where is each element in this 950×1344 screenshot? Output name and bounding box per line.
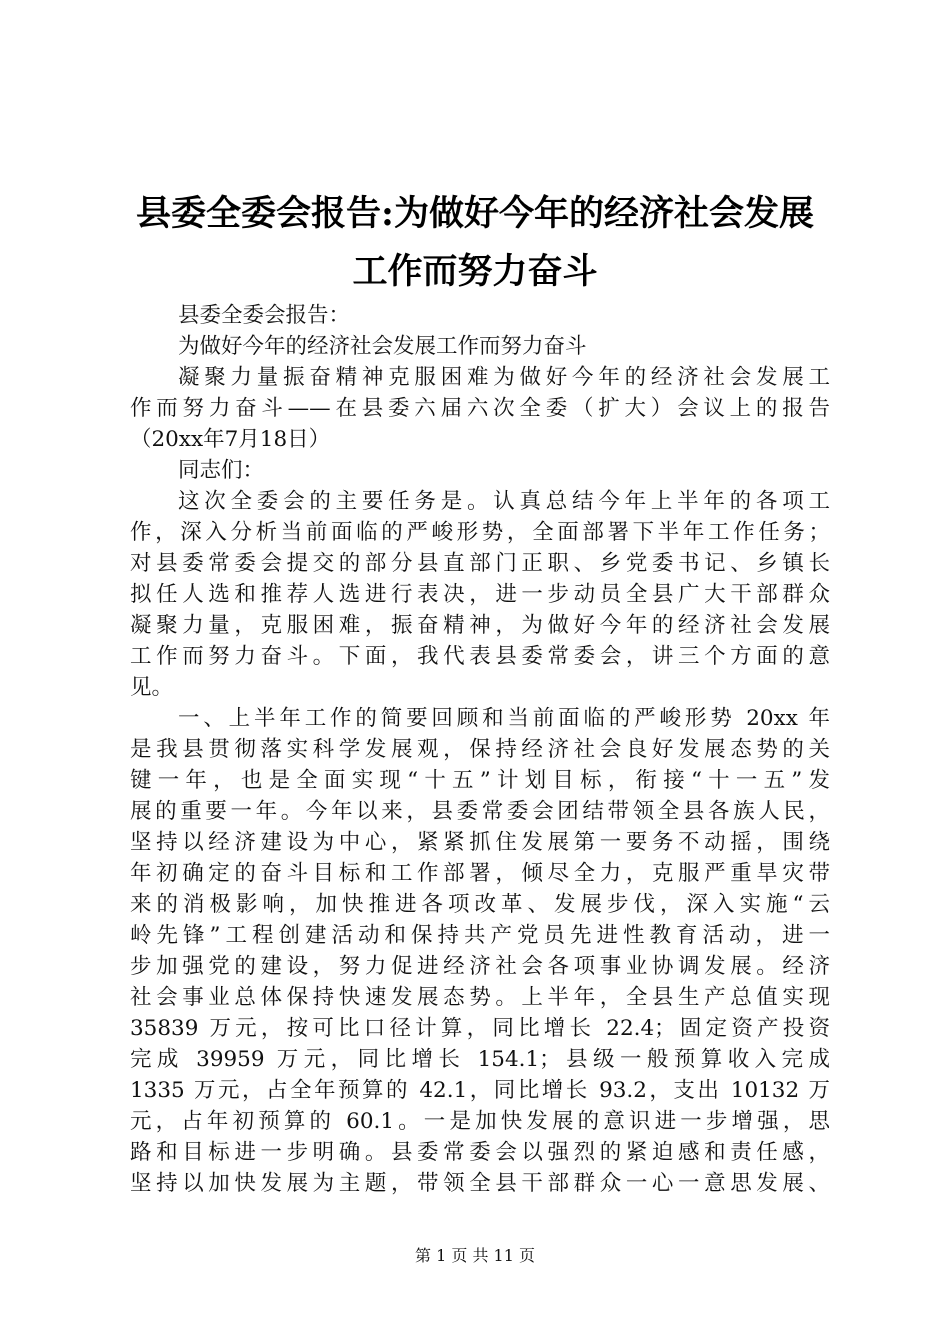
body-line: 完成 39959 万元，同比增长 154.1；县级一般预算收入完成 xyxy=(130,1047,830,1072)
body-line: 社会事业总体保持快速发展态势。上半年，全县生产总值实现 xyxy=(130,985,830,1010)
body-line: 为做好今年的经济社会发展工作而努力奋斗 xyxy=(178,334,587,359)
body-line: 坚持以经济建设为中心，紧紧抓住发展第一要务不动摇，围绕 xyxy=(130,830,830,855)
body-line: 键一年，也是全面实现“十五”计划目标，衔接“十一五”发 xyxy=(130,768,830,793)
body-line: 对县委常委会提交的部分县直部门正职、乡党委书记、乡镇长 xyxy=(130,551,830,576)
document-title-line-2: 工作而努力奋斗 xyxy=(352,251,598,292)
body-line: 路和目标进一步明确。县委常委会以强烈的紧迫感和责任感， xyxy=(130,1140,830,1165)
body-line: 坚持以加快发展为主题，带领全县干部群众一心一意思发展、 xyxy=(130,1171,830,1196)
body-line: 步加强党的建设，努力促进经济社会各项事业协调发展。经济 xyxy=(130,954,830,979)
page-footer: 第 1 页 共 11 页 xyxy=(415,1246,535,1265)
body-line: 1335 万元，占全年预算的 42.1，同比增长 93.2，支出 10132 万 xyxy=(130,1078,830,1103)
body-line: 凝聚力量振奋精神克服困难为做好今年的经济社会发展工 xyxy=(178,365,830,390)
body-line: 作，深入分析当前面临的严峻形势，全面部署下半年工作任务； xyxy=(130,520,830,545)
body-line: 一、上半年工作的简要回顾和当前面临的严峻形势 20xx 年 xyxy=(178,706,830,731)
body-line: 县委全委会报告： xyxy=(178,303,351,328)
body-line: 见。 xyxy=(130,675,174,700)
body-line: 凝聚力量，克服困难，振奋精神，为做好今年的经济社会发展 xyxy=(130,613,830,638)
body-line: 同志们： xyxy=(178,458,265,483)
body-line: 是我县贯彻落实科学发展观，保持经济社会良好发展态势的关 xyxy=(130,737,830,762)
body-line: 展的重要一年。今年以来，县委常委会团结带领全县各族人民， xyxy=(130,799,830,824)
body-line: 工作而努力奋斗。下面，我代表县委常委会，讲三个方面的意 xyxy=(130,644,830,669)
body-line: 年初确定的奋斗目标和工作部署，倾尽全力，克服严重旱灾带 xyxy=(130,861,830,886)
body-line: 来的消极影响，加快推进各项改革、发展步伐，深入实施“云 xyxy=(130,892,830,917)
body-line: （20xx年7月18日） xyxy=(130,427,331,452)
body-line: 拟任人选和推荐人选进行表决，进一步动员全县广大干部群众 xyxy=(130,582,830,607)
body-line: 作而努力奋斗——在县委六届六次全委（扩大）会议上的报告 xyxy=(130,396,830,421)
document-title-line-1: 县委全委会报告:为做好今年的经济社会发展 xyxy=(136,193,814,234)
body-line: 35839 万元，按可比口径计算，同比增长 22.4；固定资产投资 xyxy=(130,1016,830,1041)
body-line: 岭先锋”工程创建活动和保持共产党员先进性教育活动，进一 xyxy=(130,923,830,948)
body-line: 这次全委会的主要任务是。认真总结今年上半年的各项工 xyxy=(178,489,830,514)
body-line: 元，占年初预算的 60.1。一是加快发展的意识进一步增强，思 xyxy=(130,1109,830,1134)
